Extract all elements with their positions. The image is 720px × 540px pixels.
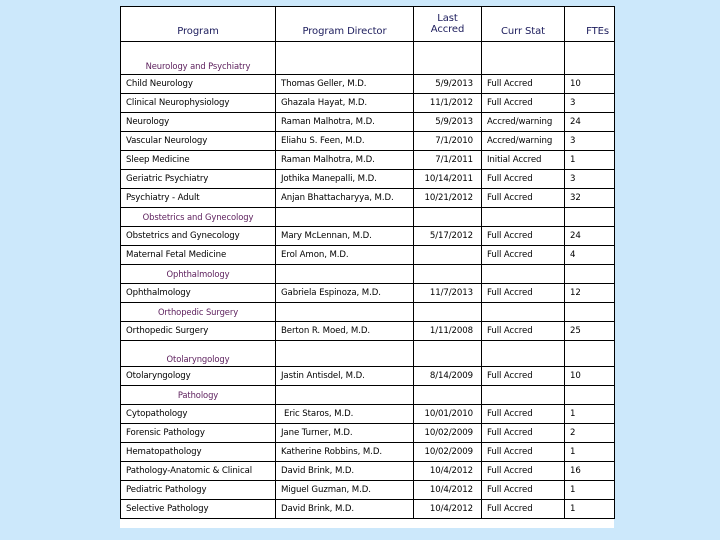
curr-stat-cell: Full Accred xyxy=(482,443,565,462)
director-cell: David Brink, M.D. xyxy=(276,462,414,481)
last-accred-cell: 5/17/2012 xyxy=(414,227,482,246)
section-label: Neurology and Psychiatry xyxy=(121,42,276,75)
curr-stat-cell: Full Accred xyxy=(482,462,565,481)
program-cell: Otolaryngology xyxy=(121,367,276,386)
table-row xyxy=(121,132,615,151)
curr-stat-cell: Full Accred xyxy=(482,367,565,386)
programs-table xyxy=(120,6,615,519)
director-cell: Raman Malhotra, M.D. xyxy=(276,151,414,170)
last-accred-cell: 10/02/2009 xyxy=(414,443,482,462)
program-cell: Maternal Fetal Medicine xyxy=(121,246,276,265)
last-accred-cell: 10/02/2009 xyxy=(414,424,482,443)
ftes-cell: 3 xyxy=(565,170,615,189)
program-cell: Hematopathology xyxy=(121,443,276,462)
curr-stat-cell: Accred/warning xyxy=(482,132,565,151)
director-cell: Jane Turner, M.D. xyxy=(276,424,414,443)
ftes-cell: 2 xyxy=(565,424,615,443)
program-cell: Child Neurology xyxy=(121,75,276,94)
program-cell: Pediatric Pathology xyxy=(121,481,276,500)
last-accred-cell: 5/9/2013 xyxy=(414,113,482,132)
table-row xyxy=(121,322,615,341)
table-row xyxy=(121,500,615,519)
director-cell: Eliahu S. Feen, M.D. xyxy=(276,132,414,151)
curr-stat-cell: Full Accred xyxy=(482,227,565,246)
section-label: Orthopedic Surgery xyxy=(121,303,276,322)
program-cell: Orthopedic Surgery xyxy=(121,322,276,341)
curr-stat-cell: Full Accred xyxy=(482,170,565,189)
header-row xyxy=(121,7,615,42)
director-cell: Jastin Antisdel, M.D. xyxy=(276,367,414,386)
director-cell: David Brink, M.D. xyxy=(276,500,414,519)
table-row xyxy=(121,170,615,189)
last-accred-cell xyxy=(414,246,482,265)
curr-stat-cell: Accred/warning xyxy=(482,113,565,132)
table-row xyxy=(121,75,615,94)
header-ftes: FTEs xyxy=(565,7,615,42)
ftes-cell: 10 xyxy=(565,367,615,386)
header-program-director: Program Director xyxy=(276,7,414,42)
director-cell: Jothika Manepalli, M.D. xyxy=(276,170,414,189)
last-accred-cell: 8/14/2009 xyxy=(414,367,482,386)
curr-stat-cell: Initial Accred xyxy=(482,151,565,170)
section-label: Ophthalmology xyxy=(121,265,276,284)
director-cell: Anjan Bhattacharyya, M.D. xyxy=(276,189,414,208)
ftes-cell: 32 xyxy=(565,189,615,208)
curr-stat-cell: Full Accred xyxy=(482,94,565,113)
program-cell: Sleep Medicine xyxy=(121,151,276,170)
program-cell: Ophthalmology xyxy=(121,284,276,303)
program-cell: Vascular Neurology xyxy=(121,132,276,151)
curr-stat-cell: Full Accred xyxy=(482,500,565,519)
program-cell: Forensic Pathology xyxy=(121,424,276,443)
last-accred-cell: 5/9/2013 xyxy=(414,75,482,94)
ftes-cell: 12 xyxy=(565,284,615,303)
program-cell: Obstetrics and Gynecology xyxy=(121,227,276,246)
director-cell: Eric Staros, M.D. xyxy=(276,405,414,424)
section-header-row xyxy=(121,265,615,284)
section-header-row xyxy=(121,341,615,367)
table-row xyxy=(121,151,615,170)
last-accred-cell: 7/1/2010 xyxy=(414,132,482,151)
ftes-cell: 24 xyxy=(565,113,615,132)
director-cell: Ghazala Hayat, M.D. xyxy=(276,94,414,113)
table-row xyxy=(121,94,615,113)
header-curr-stat: Curr Stat xyxy=(482,7,565,42)
table-row xyxy=(121,481,615,500)
director-cell: Katherine Robbins, M.D. xyxy=(276,443,414,462)
ftes-cell: 16 xyxy=(565,462,615,481)
section-label: Obstetrics and Gynecology xyxy=(121,208,276,227)
last-accred-cell: 10/01/2010 xyxy=(414,405,482,424)
ftes-cell: 1 xyxy=(565,151,615,170)
table-row xyxy=(121,424,615,443)
last-accred-cell: 10/4/2012 xyxy=(414,462,482,481)
director-cell: Mary McLennan, M.D. xyxy=(276,227,414,246)
curr-stat-cell: Full Accred xyxy=(482,481,565,500)
curr-stat-cell: Full Accred xyxy=(482,75,565,94)
curr-stat-cell: Full Accred xyxy=(482,246,565,265)
director-cell: Miguel Guzman, M.D. xyxy=(276,481,414,500)
program-cell: Cytopathology xyxy=(121,405,276,424)
table-row xyxy=(121,405,615,424)
ftes-cell: 1 xyxy=(565,405,615,424)
section-header-row xyxy=(121,208,615,227)
director-cell: Thomas Geller, M.D. xyxy=(276,75,414,94)
program-cell: Psychiatry - Adult xyxy=(121,189,276,208)
section-header-row xyxy=(121,386,615,405)
section-label: Otolaryngology xyxy=(121,341,276,367)
ftes-cell: 1 xyxy=(565,481,615,500)
director-cell: Gabriela Espinoza, M.D. xyxy=(276,284,414,303)
ftes-cell: 3 xyxy=(565,132,615,151)
program-table-sheet xyxy=(120,6,614,528)
section-header-row xyxy=(121,42,615,75)
header-last-accred-line2: Accred xyxy=(430,24,465,35)
curr-stat-cell: Full Accred xyxy=(482,322,565,341)
table-row xyxy=(121,113,615,132)
curr-stat-cell: Full Accred xyxy=(482,424,565,443)
director-cell: Erol Amon, M.D. xyxy=(276,246,414,265)
last-accred-cell: 10/21/2012 xyxy=(414,189,482,208)
program-cell: Neurology xyxy=(121,113,276,132)
table-row xyxy=(121,284,615,303)
last-accred-cell: 10/4/2012 xyxy=(414,500,482,519)
program-cell: Geriatric Psychiatry xyxy=(121,170,276,189)
last-accred-cell: 1/11/2008 xyxy=(414,322,482,341)
curr-stat-cell: Full Accred xyxy=(482,284,565,303)
table-row xyxy=(121,462,615,481)
ftes-cell: 1 xyxy=(565,500,615,519)
program-cell: Selective Pathology xyxy=(121,500,276,519)
section-label: Pathology xyxy=(121,386,276,405)
ftes-cell: 1 xyxy=(565,443,615,462)
last-accred-cell: 7/1/2011 xyxy=(414,151,482,170)
curr-stat-cell: Full Accred xyxy=(482,189,565,208)
program-cell: Pathology-Anatomic & Clinical xyxy=(121,462,276,481)
header-last-accred-line1: Last xyxy=(437,13,458,24)
table-row xyxy=(121,227,615,246)
director-cell: Raman Malhotra, M.D. xyxy=(276,113,414,132)
last-accred-cell: 11/7/2013 xyxy=(414,284,482,303)
header-last-accred xyxy=(414,7,482,42)
ftes-cell: 24 xyxy=(565,227,615,246)
ftes-cell: 25 xyxy=(565,322,615,341)
last-accred-cell: 10/4/2012 xyxy=(414,481,482,500)
last-accred-cell: 11/1/2012 xyxy=(414,94,482,113)
curr-stat-cell: Full Accred xyxy=(482,405,565,424)
header-program: Program xyxy=(121,7,276,42)
director-cell: Berton R. Moed, M.D. xyxy=(276,322,414,341)
table-row xyxy=(121,246,615,265)
table-row xyxy=(121,367,615,386)
ftes-cell: 4 xyxy=(565,246,615,265)
ftes-cell: 3 xyxy=(565,94,615,113)
section-header-row xyxy=(121,303,615,322)
program-cell: Clinical Neurophysiology xyxy=(121,94,276,113)
ftes-cell: 10 xyxy=(565,75,615,94)
last-accred-cell: 10/14/2011 xyxy=(414,170,482,189)
table-row xyxy=(121,189,615,208)
table-row xyxy=(121,443,615,462)
